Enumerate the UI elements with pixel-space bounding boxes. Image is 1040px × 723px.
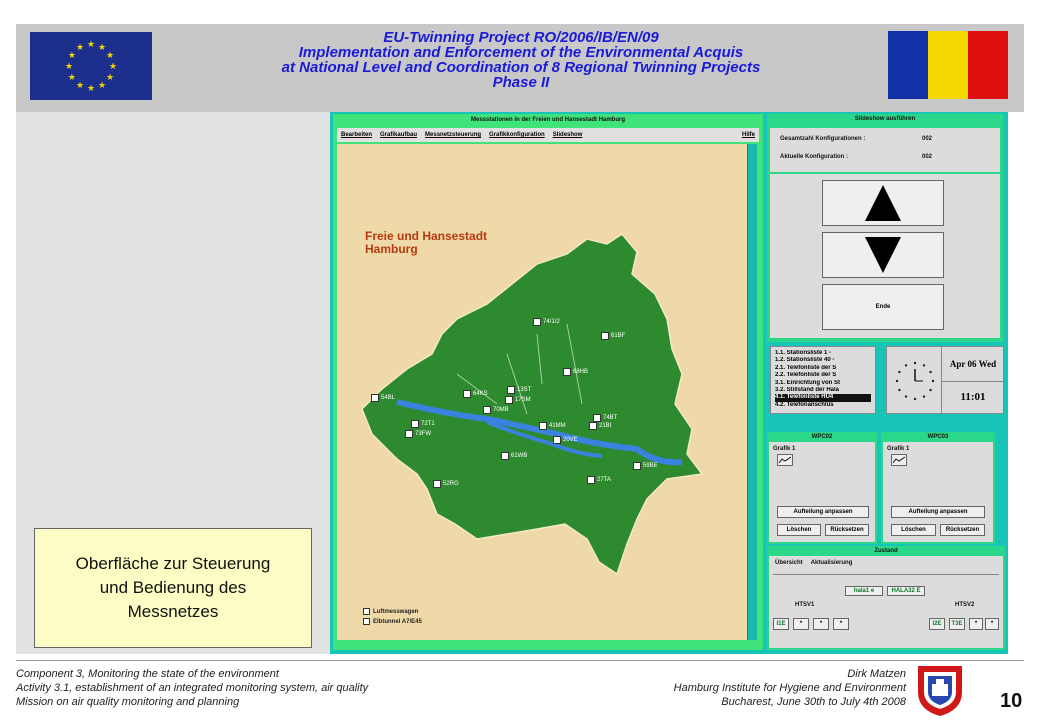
station-marker[interactable] [483, 406, 509, 414]
group-htsv2-label: HTSV2 [955, 602, 975, 608]
station-label: 21BI [599, 423, 612, 429]
htsv1-button-3[interactable]: * [813, 618, 829, 630]
wpc02-graph-label: Grafik 1 [773, 446, 796, 452]
station-marker[interactable] [601, 332, 625, 340]
htsv2-button-3[interactable]: * [969, 618, 983, 630]
htsv2-button-4[interactable]: * [985, 618, 999, 630]
map-window [333, 114, 763, 650]
station-square-icon [563, 368, 571, 376]
total-config-value: 002 [922, 136, 933, 142]
wpc02-title: WPC02 [811, 434, 833, 440]
caption-line-1: Oberfläche zur Steuerung [75, 554, 271, 573]
list-item[interactable]: 3.1. Einrichtung von St [775, 379, 841, 386]
star-icon: ★ [86, 83, 96, 93]
wpc03-title: WPC03 [927, 434, 949, 440]
next-button[interactable] [822, 232, 944, 278]
star-icon: ★ [67, 72, 76, 82]
list-item[interactable]: 1.2. Stationsliste 40 - [775, 357, 835, 364]
graph-line-icon [893, 456, 905, 464]
station-square-icon [433, 480, 441, 488]
station-label: 61WB [511, 453, 528, 459]
wpc02-reset-button[interactable]: Rücksetzen [825, 524, 869, 536]
station-label: 73FW [415, 431, 432, 437]
station-label: 52RG [443, 481, 459, 487]
star-icon: ★ [86, 39, 96, 49]
application-screen [330, 112, 1008, 654]
hall-button-1[interactable]: hala1 e [845, 586, 883, 596]
star-icon: ★ [97, 41, 107, 52]
slideshow-panel [767, 114, 1003, 342]
station-marker[interactable] [589, 422, 611, 430]
caption-line-2: und Bedienung des [99, 578, 247, 597]
station-marker[interactable] [593, 414, 617, 422]
station-marker[interactable] [633, 462, 658, 470]
menu-bearbeiten[interactable]: Bearbeiten [341, 132, 373, 138]
map-window-menubar [337, 128, 759, 142]
graph-icon[interactable] [777, 454, 793, 466]
footer-right-line-3: Bucharest, June 30th to July 4th 2008 [721, 696, 906, 708]
page-number: 10 [1000, 690, 1023, 712]
wpc02-layout-button[interactable]: Aufteilung anpassen [777, 506, 869, 518]
station-label: 27TA [597, 477, 611, 483]
title-line-1: EU-Twinning Project RO/2006/IB/EN/09 [383, 29, 659, 46]
htsv2-button-2[interactable]: T3E [949, 618, 965, 630]
station-marker[interactable] [463, 390, 488, 398]
station-square-icon [553, 436, 561, 444]
station-square-icon [601, 332, 609, 340]
station-list[interactable] [770, 346, 876, 414]
station-square-icon [507, 386, 515, 394]
legend-label-1: Luftmesswagen [373, 608, 419, 615]
wpc03-layout-button[interactable]: Aufteilung anpassen [891, 506, 985, 518]
list-item[interactable]: 4.2. Telefonanschlüs [775, 401, 834, 408]
station-label: 74/1/2 [543, 319, 560, 325]
wpc03-graph-label: Grafik 1 [887, 446, 910, 452]
footer-left-line-3: Mission on air quality monitoring and planning [16, 696, 240, 708]
menu-hilfe[interactable]: Hilfe [741, 132, 755, 138]
star-icon: ★ [64, 61, 74, 71]
title-line-3: at National Level and Coordination of 8 Regional Twinning Projects [281, 59, 761, 76]
wpc02-panel [767, 432, 877, 544]
htsv1-button-2[interactable]: * [793, 618, 809, 630]
arrow-up-icon [863, 183, 903, 223]
menu-grafikaufbau[interactable]: Grafikaufbau [380, 132, 418, 138]
station-square-icon [405, 430, 413, 438]
menu-aktualisierung[interactable]: Aktualisierung [810, 560, 853, 566]
romania-flag-icon [888, 31, 1008, 99]
map-window-title: Messstationen in der Freien und Hansestadt Hamburg [470, 117, 626, 123]
star-icon: ★ [67, 50, 76, 60]
station-marker[interactable] [405, 430, 431, 438]
zustand-menubar [775, 560, 852, 566]
footer-right-line-1: Dirk Matzen [847, 668, 906, 680]
station-square-icon [501, 452, 509, 460]
star-icon: ★ [75, 41, 85, 52]
station-label: 54BL [381, 395, 396, 401]
station-marker[interactable] [433, 480, 459, 488]
station-square-icon [587, 476, 595, 484]
slideshow-title: Slideshow ausführen [854, 116, 916, 122]
station-label: 74BT [603, 415, 618, 421]
station-marker[interactable] [563, 368, 588, 376]
clock-date: Apr 06 Wed [949, 359, 997, 369]
wpc03-body [883, 442, 993, 542]
header-banner [16, 24, 1024, 112]
zustand-panel [767, 546, 1005, 650]
station-marker[interactable] [587, 476, 611, 484]
hall-button-2[interactable]: HALA32 E [887, 586, 925, 596]
caption-box [34, 528, 312, 648]
list-item[interactable]: 3.2. Stillstand der Hala [775, 387, 840, 394]
station-square-icon [593, 414, 601, 422]
htsv1-button-4[interactable]: * [833, 618, 849, 630]
menu-grafikkonfiguration[interactable]: Grafikkonfiguration [489, 132, 545, 138]
footer-divider [16, 660, 1024, 661]
station-label: 13ST [517, 387, 532, 393]
footer-right-line-2: Hamburg Institute for Hygiene and Environment [673, 682, 906, 694]
htsv2-button-1[interactable]: I2E [929, 618, 945, 630]
footer-left-line-1: Component 3, Monitoring the state of the environment [16, 668, 279, 680]
legend-item [363, 608, 422, 615]
station-marker[interactable] [507, 386, 531, 394]
current-config-label: Aktuelle Konfiguration : [780, 154, 848, 160]
star-icon: ★ [106, 72, 115, 82]
legend-item [363, 618, 422, 625]
wpc03-panel [881, 432, 995, 544]
station-marker[interactable] [501, 452, 527, 460]
star-icon: ★ [106, 50, 115, 60]
station-square-icon [633, 462, 641, 470]
station-square-icon [483, 406, 491, 414]
station-marker[interactable] [553, 436, 578, 444]
slideshow-info [770, 128, 1000, 172]
list-item[interactable]: 1.1. Stationsliste 1 - [775, 350, 832, 356]
legend-label-2: Elbtunnel A7/E45 [373, 618, 422, 625]
hamburg-map-shape [337, 144, 747, 640]
station-square-icon [533, 318, 541, 326]
wpc03-reset-button[interactable]: Rücksetzen [940, 524, 985, 536]
station-square-icon [505, 396, 513, 404]
title-line-2: Implementation and Enforcement of the Environmental Acquis [298, 44, 744, 61]
clock-widget [886, 346, 1004, 414]
station-label: 70MB [493, 407, 509, 413]
title-line-4: Phase II [492, 74, 550, 91]
station-square-icon [589, 422, 597, 430]
clock-time: 11:01 [960, 391, 986, 403]
zustand-body [769, 556, 1003, 648]
station-marker[interactable] [371, 394, 395, 402]
graph-icon[interactable] [891, 454, 907, 466]
analog-clock-icon [893, 359, 937, 403]
wpc02-delete-button[interactable]: Löschen [777, 524, 821, 536]
station-label: 17SM [515, 397, 531, 403]
station-marker[interactable] [533, 318, 560, 326]
previous-button[interactable] [822, 180, 944, 226]
station-label: 72T1 [421, 421, 435, 427]
list-item[interactable]: 2.2. Telefonliste der S [775, 372, 837, 379]
station-marker[interactable] [539, 422, 566, 430]
map-title [365, 230, 487, 256]
map-title-line-2: Hamburg [365, 242, 418, 256]
end-button[interactable]: Ende [822, 284, 944, 330]
wpc03-delete-button[interactable]: Löschen [891, 524, 936, 536]
station-label: 68HB [573, 369, 589, 375]
station-label: 64KS [473, 391, 488, 397]
project-title [166, 30, 876, 90]
institute-logo-icon [912, 662, 968, 718]
star-icon: ★ [75, 80, 85, 91]
star-icon: ★ [97, 80, 107, 91]
star-icon: ★ [108, 61, 118, 71]
arrow-down-icon [863, 235, 903, 275]
zustand-title: Zustand [874, 548, 898, 554]
list-item[interactable]: 2.1. Telefonliste der S [775, 364, 837, 371]
map-title-line-1: Freie und Hansestadt [365, 229, 488, 243]
htsv1-button-1[interactable]: I1E [773, 618, 789, 630]
eu-flag-icon [30, 32, 152, 100]
list-item[interactable]: 4.1. Telefonliste HU4 [775, 394, 871, 401]
total-config-label: Gesamtzahl Konfigurationen : [780, 136, 866, 142]
graph-line-icon [779, 456, 791, 464]
footer-left [16, 667, 368, 709]
station-marker[interactable] [505, 396, 531, 404]
station-marker[interactable] [411, 420, 435, 428]
wpc02-body [769, 442, 875, 542]
footer-left-line-2: Activity 3.1, establishment of an integrated monitoring system, air quality [16, 682, 369, 694]
station-square-icon [411, 420, 419, 428]
station-square-icon [463, 390, 471, 398]
footer-right [674, 667, 906, 709]
hamburg-map[interactable] [337, 144, 747, 640]
menu-uebersicht[interactable]: Übersicht [775, 560, 803, 566]
station-square-icon [539, 422, 547, 430]
menu-slideshow[interactable]: Slideshow [552, 132, 583, 138]
current-config-value: 002 [922, 154, 933, 160]
slideshow-controls [770, 174, 1000, 338]
map-legend [363, 608, 422, 628]
caption-line-3: Messnetzes [127, 602, 219, 621]
station-label: 20VE [563, 437, 578, 443]
station-square-icon [371, 394, 379, 402]
map-scrollbar[interactable] [747, 144, 757, 640]
menu-messnetzsteuerung[interactable]: Messnetzsteuerung [425, 132, 482, 138]
station-label: 59BE [643, 463, 658, 469]
station-label: 61BF [611, 333, 626, 339]
station-label: 41MM [549, 423, 566, 429]
group-htsv1-label: HTSV1 [795, 602, 815, 608]
